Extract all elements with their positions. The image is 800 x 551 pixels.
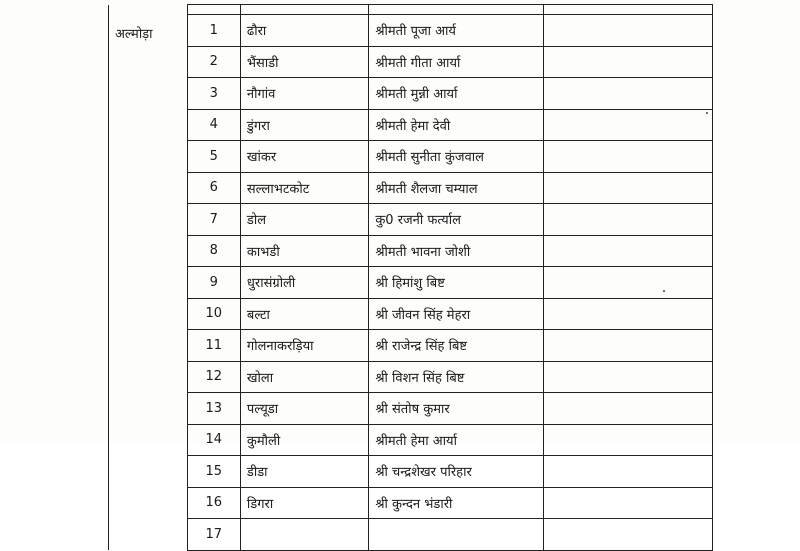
serial-number: 7 xyxy=(187,204,240,236)
table-row xyxy=(109,330,713,362)
table-row xyxy=(109,267,713,299)
remarks-cell xyxy=(544,267,713,299)
person-name: श्री विशन सिंह बिष्ट xyxy=(369,361,544,393)
remarks-cell xyxy=(544,456,713,488)
table-row xyxy=(109,361,713,393)
serial-number: 13 xyxy=(187,393,240,425)
village-name: कुमौली xyxy=(240,424,368,456)
person-name: श्री संतोष कुमार xyxy=(369,393,544,425)
village-name: धुरासंग्रोली xyxy=(240,267,368,299)
district-cell xyxy=(109,141,188,173)
village-name: खांकर xyxy=(240,141,368,173)
scan-speck xyxy=(663,290,665,292)
table-row xyxy=(109,424,713,456)
table-row xyxy=(109,235,713,267)
village-name: बल्टा xyxy=(240,298,368,330)
district-cell xyxy=(109,78,188,110)
person-name: श्रीमती सुनीता कुंजवाल xyxy=(369,141,544,173)
scan-speck xyxy=(706,112,708,114)
village-name: डोल xyxy=(240,204,368,236)
table-row xyxy=(109,78,713,110)
remarks-cell xyxy=(544,424,713,456)
district-cell xyxy=(109,393,188,425)
remarks-cell xyxy=(544,172,713,204)
district-cell xyxy=(109,204,188,236)
remarks-cell xyxy=(544,78,713,110)
person-name: श्री कुन्दन भंडारी xyxy=(369,487,544,519)
person-name: श्रीमती गीता आर्या xyxy=(369,46,544,78)
district-cell xyxy=(109,487,188,519)
remarks-cell xyxy=(544,393,713,425)
remarks-cell xyxy=(544,361,713,393)
remarks-cell xyxy=(544,298,713,330)
district-cell xyxy=(109,235,188,267)
table-row xyxy=(109,298,713,330)
village-name: भैंसाडी xyxy=(240,46,368,78)
village-name: डीडा xyxy=(240,456,368,488)
person-name: श्री चन्द्रशेखर परिहार xyxy=(369,456,544,488)
district-cell xyxy=(109,46,188,78)
table-row xyxy=(109,456,713,488)
person-name xyxy=(369,519,544,551)
district-cell xyxy=(109,330,188,362)
person-name: श्री राजेन्द्र सिंह बिष्ट xyxy=(369,330,544,362)
village-name: डिगरा xyxy=(240,487,368,519)
serial-number: 11 xyxy=(187,330,240,362)
table-row xyxy=(109,46,713,78)
village-name: काभडी xyxy=(240,235,368,267)
remarks-cell xyxy=(544,46,713,78)
table-row xyxy=(109,15,713,47)
remarks-cell xyxy=(544,15,713,47)
table-row xyxy=(109,393,713,425)
serial-number: 12 xyxy=(187,361,240,393)
table-row xyxy=(109,172,713,204)
remarks-cell xyxy=(544,109,713,141)
serial-number: 15 xyxy=(187,456,240,488)
village-name: पल्यूडा xyxy=(240,393,368,425)
remarks-cell xyxy=(544,235,713,267)
serial-number: 5 xyxy=(187,141,240,173)
serial-number: 9 xyxy=(187,267,240,299)
table-row xyxy=(109,204,713,236)
serial-number: 1 xyxy=(187,15,240,47)
village-name: ढौरा xyxy=(240,15,368,47)
remarks-cell xyxy=(544,519,713,551)
serial-number: 10 xyxy=(187,298,240,330)
person-name: श्रीमती मुन्नी आर्या xyxy=(369,78,544,110)
roster-body xyxy=(109,5,713,551)
remarks-cell xyxy=(544,141,713,173)
person-name: श्रीमती शैलजा चम्याल xyxy=(369,172,544,204)
village-name: नौगांव xyxy=(240,78,368,110)
person-name: कु0 रजनी फर्त्याल xyxy=(369,204,544,236)
village-name xyxy=(240,519,368,551)
district-cell xyxy=(109,424,188,456)
serial-number: 3 xyxy=(187,78,240,110)
person-name: श्री जीवन सिंह मेहरा xyxy=(369,298,544,330)
person-name: श्रीमती भावना जोशी xyxy=(369,235,544,267)
district-cell xyxy=(109,267,188,299)
serial-number: 2 xyxy=(187,46,240,78)
person-name: श्रीमती हेमा आर्या xyxy=(369,424,544,456)
table-row xyxy=(109,109,713,141)
district-cell xyxy=(109,298,188,330)
village-name: गोलनाकरड़िया xyxy=(240,330,368,362)
remarks-cell xyxy=(544,487,713,519)
serial-number: 6 xyxy=(187,172,240,204)
serial-number: 14 xyxy=(187,424,240,456)
district-cell xyxy=(109,456,188,488)
roster-table xyxy=(108,4,713,551)
serial-number: 16 xyxy=(187,487,240,519)
district-cell xyxy=(109,361,188,393)
serial-number: 4 xyxy=(187,109,240,141)
serial-number: 17 xyxy=(187,519,240,551)
table-row xyxy=(109,519,713,551)
person-name: श्री हिमांशु बिष्ट xyxy=(369,267,544,299)
table-row xyxy=(109,487,713,519)
district-cell xyxy=(109,519,188,551)
village-name: खोला xyxy=(240,361,368,393)
district-name: अल्मोड़ा xyxy=(109,15,188,47)
village-name: सल्लाभटकोट xyxy=(240,172,368,204)
person-name: श्रीमती पूजा आर्य xyxy=(369,15,544,47)
table-row xyxy=(109,141,713,173)
remarks-cell xyxy=(544,204,713,236)
serial-number: 8 xyxy=(187,235,240,267)
district-cell xyxy=(109,109,188,141)
remarks-cell xyxy=(544,330,713,362)
table-header-row xyxy=(109,5,713,15)
village-name: डुंगरा xyxy=(240,109,368,141)
district-cell xyxy=(109,172,188,204)
person-name: श्रीमती हेमा देवी xyxy=(369,109,544,141)
